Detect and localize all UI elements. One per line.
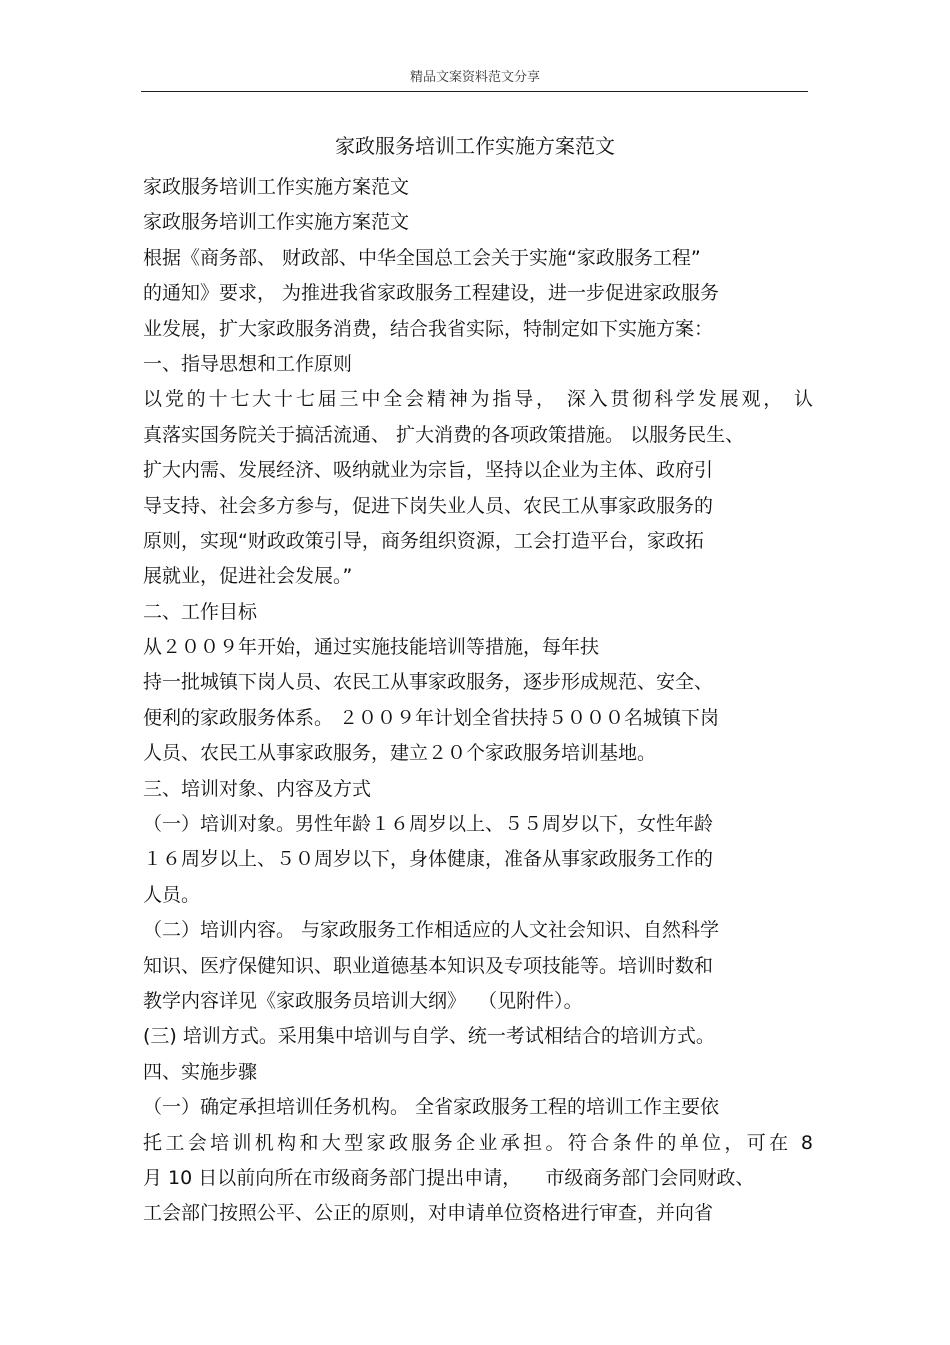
paragraph-line: （二）培训内容。 与家政服务工作相适应的人文社会知识、自然科学 <box>143 919 720 942</box>
header-divider <box>141 91 808 92</box>
paragraph-line: 三、培训对象、内容及方式 <box>143 777 372 800</box>
paragraph-line: 业发展，扩大家政服务消费，结合我省实际，特制定如下实施方案： <box>143 317 714 340</box>
paragraph-line: (三) 培训方式。采用集中培训与自学、统一考试相结合的培训方式。 <box>143 1025 715 1048</box>
paragraph-line: 根据《商务部、 财政部、中华全国总工会关于实施“家政服务工程” <box>143 246 701 269</box>
paragraph-line: 工会部门按照公平、公正的原则，对申请单位资格进行审查，并向省 <box>143 1202 714 1225</box>
paragraph-line: 持一批城镇下岗人员、农民工从事家政服务，逐步形成规范、安全、 <box>143 671 714 694</box>
paragraph-line: 扩大内需、发展经济、吸纳就业为宗旨，坚持以企业为主体、政府引 <box>143 459 714 482</box>
paragraph-line: 家政服务培训工作实施方案范文 <box>143 176 410 198</box>
document-body <box>143 170 813 1232</box>
paragraph-line: 以党的十七大十七届三中全会精神为指导， 深入贯彻科学发展观， 认 <box>143 388 813 411</box>
paragraph-line: 月 10 日以前向所在市级商务部门提出申请， 市级商务部门会同财政、 <box>143 1166 755 1189</box>
paragraph-line: 家政服务培训工作实施方案范文 <box>143 211 410 234</box>
paragraph-line: 展就业，促进社会发展。” <box>143 565 353 588</box>
paragraph-line: 人员。 <box>143 883 201 906</box>
page-header: 精品文案资料范文分享 <box>409 70 540 85</box>
paragraph-line: 从２００９年开始，通过实施技能培训等措施，每年扶 <box>143 636 600 659</box>
paragraph-line: 原则，实现“财政政策引导，商务组织资源，工会打造平台，家政拓 <box>143 529 704 552</box>
paragraph-line: 真落实国务院关于搞活流通、 扩大消费的各项政策措施。 以服务民生、 <box>143 423 745 446</box>
paragraph-line: 的通知》要求， 为推进我省家政服务工程建设，进一步促进家政服务 <box>143 282 720 305</box>
paragraph-line: 二、工作目标 <box>143 600 258 623</box>
paragraph-line: 四、实施步骤 <box>143 1060 258 1083</box>
paragraph-line: 教学内容详见《家政服务员培训大纲》 （见附件）。 <box>143 989 583 1012</box>
paragraph-line: （一）确定承担培训任务机构。 全省家政服务工程的培训工作主要依 <box>143 1096 720 1119</box>
paragraph-line: １６周岁以上、５０周岁以下，身体健康，准备从事家政服务工作的 <box>143 848 714 871</box>
paragraph-line: 便利的家政服务体系。 ２００９年计划全省扶持５０００名城镇下岗 <box>143 706 720 729</box>
paragraph-line: 知识、医疗保健知识、职业道德基本知识及专项技能等。培训时数和 <box>143 954 714 977</box>
paragraph-line: （一）培训对象。男性年龄１６周岁以上、５５周岁以下，女性年龄 <box>143 813 714 836</box>
document-title: 家政服务培训工作实施方案范文 <box>335 134 615 158</box>
paragraph-line: 导支持、社会多方参与，促进下岗失业人员、农民工从事家政服务的 <box>143 494 714 517</box>
paragraph-line: 托工会培训机构和大型家政服务企业承担。符合条件的单位，可在 8 <box>143 1131 813 1154</box>
paragraph-line: 一、指导思想和工作原则 <box>143 352 353 375</box>
paragraph-line: 人员、农民工从事家政服务，建立２０个家政服务培训基地。 <box>143 742 657 765</box>
